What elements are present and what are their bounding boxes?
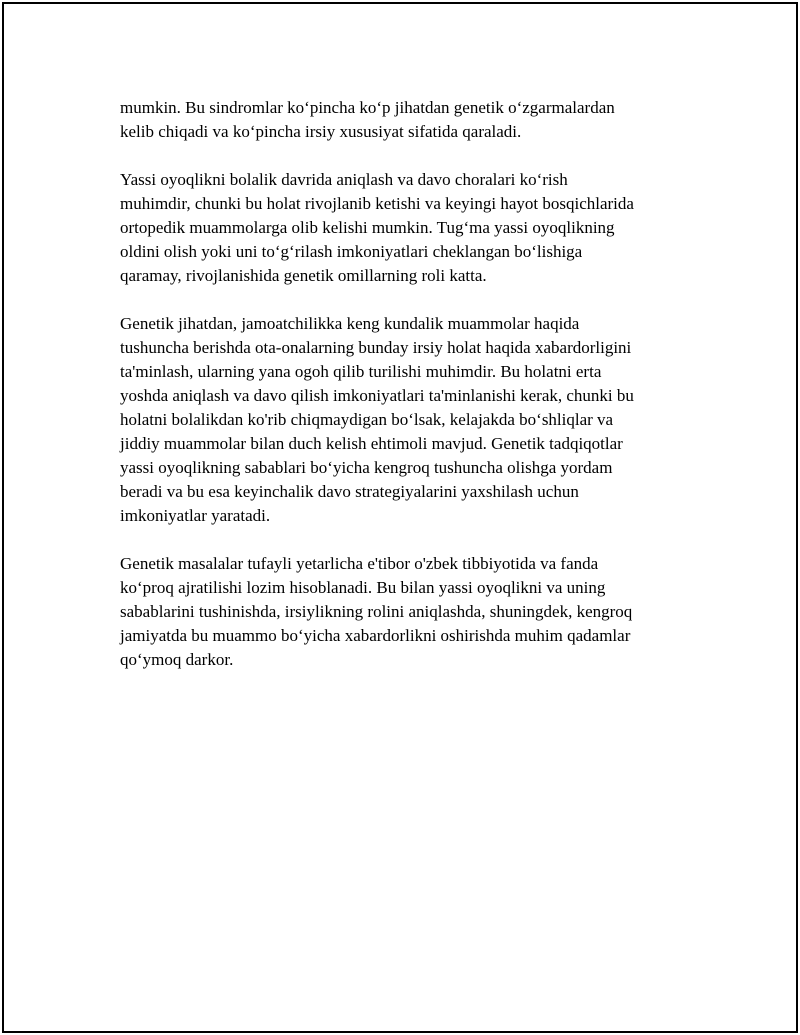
text-line: yassi oyoqlikning sabablari bo‘yicha kengroq tushuncha olishga yordam — [120, 458, 613, 477]
text-line: ta'minlash, ularning yana ogoh qilib turilishi muhimdir. Bu holatni erta — [120, 362, 602, 381]
text-line: beradi va bu esa keyinchalik davo strategiyalarini yaxshilash uchun — [120, 482, 579, 501]
text-line: imkoniyatlar yaratadi. — [120, 506, 271, 525]
text-line: tushuncha berishda ota-onalarning bunday irsiy holat haqida xabardorligini — [120, 338, 632, 357]
text-line: ko‘proq ajratilishi lozim hisoblanadi. Bu bilan yassi oyoqlikni va uning — [120, 578, 606, 597]
text-line: ortopedik muammolarga olib kelishi mumkin. Tug‘ma yassi oyoqlikning — [120, 218, 615, 237]
text-line: muhimdir, chunki bu holat rivojlanib ketishi va keyingi hayot bosqichlarida — [120, 194, 634, 213]
paragraph-2 — [120, 168, 690, 288]
text-line: mumkin. Bu sindromlar ko‘pincha ko‘p jihatdan genetik o‘zgarmalardan — [120, 98, 615, 117]
text-line: oldini olish yoki uni to‘g‘rilash imkoniyatlari cheklangan bo‘lishiga — [120, 242, 583, 261]
text-line: kelib chiqadi va ko‘pincha irsiy xususiyat sifatida qaraladi. — [120, 122, 522, 141]
text-line: qo‘ymoq darkor. — [120, 650, 234, 669]
paragraph-4 — [120, 552, 690, 672]
text-line: sabablarini tushinishda, irsiylikning rolini aniqlashda, shuningdek, kengroq — [120, 602, 633, 621]
document-page — [2, 2, 798, 1033]
text-line: jamiyatda bu muammo bo‘yicha xabardorlikni oshirishda muhim qadamlar — [120, 626, 631, 645]
text-line: Genetik masalalar tufayli yetarlicha e'tibor o'zbek tibbiyotida va fanda — [120, 554, 599, 573]
text-line: qaramay, rivojlanishida genetik omillarning roli katta. — [120, 266, 487, 285]
text-line: Yassi oyoqlikni bolalik davrida aniqlash va davo choralari ko‘rish — [120, 170, 568, 189]
paragraph-3 — [120, 312, 690, 528]
text-line: yoshda aniqlash va davo qilish imkoniyatlari ta'minlanishi kerak, chunki bu — [120, 386, 634, 405]
document-body — [120, 96, 690, 696]
text-line: holatni bolalikdan ko'rib chiqmaydigan bo‘lsak, kelajakda bo‘shliqlar va — [120, 410, 614, 429]
text-line: jiddiy muammolar bilan duch kelish ehtimoli mavjud. Genetik tadqiqotlar — [120, 434, 623, 453]
paragraph-1 — [120, 96, 690, 144]
text-line: Genetik jihatdan, jamoatchilikka keng kundalik muammolar haqida — [120, 314, 580, 333]
